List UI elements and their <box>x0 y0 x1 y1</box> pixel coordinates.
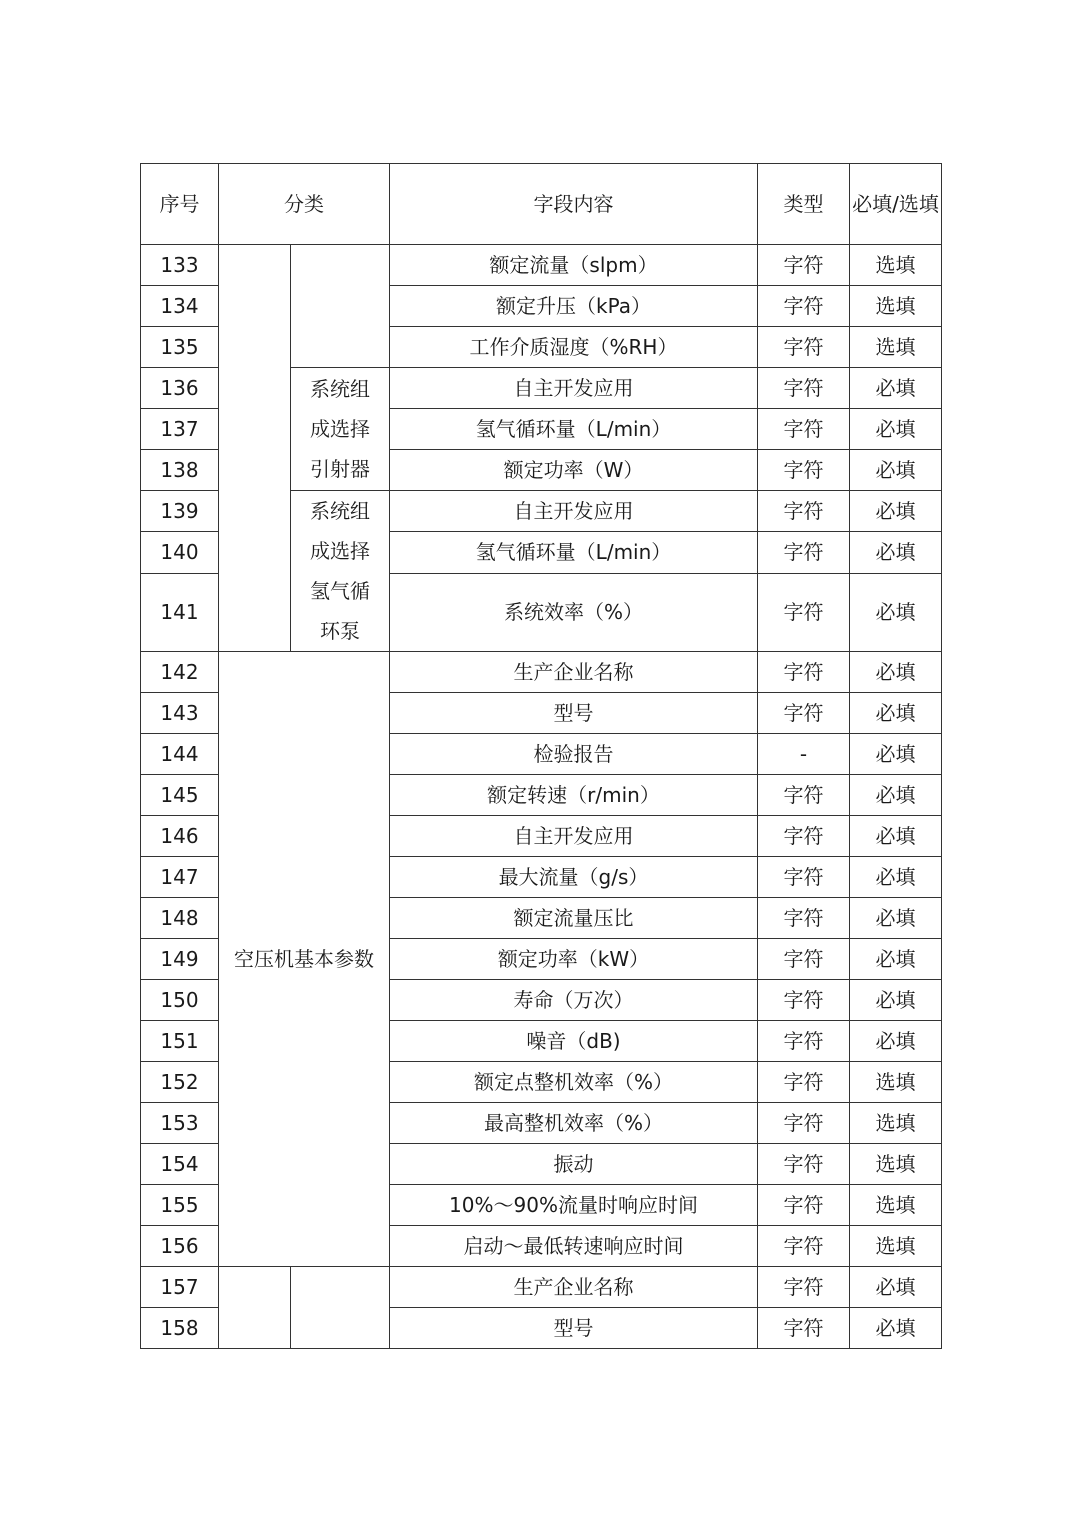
row-type: 字符 <box>758 1185 850 1226</box>
row-index: 146 <box>141 816 219 857</box>
row-required: 必填 <box>850 1267 942 1308</box>
row-index: 154 <box>141 1144 219 1185</box>
header-category: 分类 <box>219 164 390 245</box>
header-index: 序号 <box>141 164 219 245</box>
row-field: 自主开发应用 <box>390 368 758 409</box>
row-index: 137 <box>141 409 219 450</box>
row-required: 必填 <box>850 898 942 939</box>
row-required: 必填 <box>850 1308 942 1349</box>
row-type: 字符 <box>758 409 850 450</box>
row-field: 氢气循环量（L/min） <box>390 532 758 573</box>
category-cell-empty <box>219 245 291 652</box>
row-type: 字符 <box>758 898 850 939</box>
row-required: 选填 <box>850 1062 942 1103</box>
row-type: - <box>758 734 850 775</box>
row-field: 自主开发应用 <box>390 816 758 857</box>
row-index: 149 <box>141 939 219 980</box>
row-index: 133 <box>141 245 219 286</box>
row-required: 必填 <box>850 816 942 857</box>
row-index: 142 <box>141 652 219 693</box>
row-field: 系统效率（%） <box>390 573 758 652</box>
row-required: 必填 <box>850 652 942 693</box>
row-index: 152 <box>141 1062 219 1103</box>
subcategory-cell-empty <box>291 1267 390 1349</box>
row-field: 额定功率（W） <box>390 450 758 491</box>
header-field: 字段内容 <box>390 164 758 245</box>
row-field: 额定功率（kW） <box>390 939 758 980</box>
row-field: 额定转速（r/min） <box>390 775 758 816</box>
row-required: 选填 <box>850 1103 942 1144</box>
row-required: 必填 <box>850 532 942 573</box>
row-index: 141 <box>141 573 219 652</box>
row-field: 寿命（万次） <box>390 980 758 1021</box>
row-required: 必填 <box>850 491 942 532</box>
group-compressor: 空压机基本参数 <box>219 652 390 1267</box>
row-type: 字符 <box>758 1021 850 1062</box>
row-required: 必填 <box>850 980 942 1021</box>
row-type: 字符 <box>758 286 850 327</box>
row-field: 自主开发应用 <box>390 491 758 532</box>
row-field: 生产企业名称 <box>390 652 758 693</box>
row-type: 字符 <box>758 1103 850 1144</box>
row-index: 147 <box>141 857 219 898</box>
row-field: 型号 <box>390 693 758 734</box>
row-type: 字符 <box>758 245 850 286</box>
row-index: 157 <box>141 1267 219 1308</box>
row-index: 134 <box>141 286 219 327</box>
row-type: 字符 <box>758 368 850 409</box>
row-field: 额定升压（kPa） <box>390 286 758 327</box>
row-field: 振动 <box>390 1144 758 1185</box>
row-field: 噪音（dB) <box>390 1021 758 1062</box>
row-type: 字符 <box>758 775 850 816</box>
row-required: 选填 <box>850 327 942 368</box>
group-injector: 系统组成选择引射器 <box>291 368 390 491</box>
row-index: 136 <box>141 368 219 409</box>
row-required: 选填 <box>850 1185 942 1226</box>
header-required: 必填/选填 <box>850 164 942 245</box>
row-index: 153 <box>141 1103 219 1144</box>
row-required: 选填 <box>850 245 942 286</box>
row-field: 生产企业名称 <box>390 1267 758 1308</box>
table-row <box>141 1267 942 1308</box>
row-type: 字符 <box>758 491 850 532</box>
row-field: 最大流量（g/s） <box>390 857 758 898</box>
row-type: 字符 <box>758 816 850 857</box>
row-index: 144 <box>141 734 219 775</box>
row-index: 156 <box>141 1226 219 1267</box>
subcategory-cell-empty <box>291 245 390 368</box>
row-required: 必填 <box>850 939 942 980</box>
row-index: 135 <box>141 327 219 368</box>
row-index: 138 <box>141 450 219 491</box>
row-required: 必填 <box>850 857 942 898</box>
row-index: 148 <box>141 898 219 939</box>
row-type: 字符 <box>758 652 850 693</box>
row-field: 额定点整机效率（%） <box>390 1062 758 1103</box>
row-field: 最高整机效率（%） <box>390 1103 758 1144</box>
row-type: 字符 <box>758 939 850 980</box>
header-type: 类型 <box>758 164 850 245</box>
header-row <box>141 164 942 245</box>
row-field: 工作介质湿度（%RH） <box>390 327 758 368</box>
row-type: 字符 <box>758 327 850 368</box>
row-type: 字符 <box>758 1308 850 1349</box>
row-type: 字符 <box>758 1226 850 1267</box>
row-required: 必填 <box>850 573 942 652</box>
row-required: 必填 <box>850 1021 942 1062</box>
row-required: 选填 <box>850 286 942 327</box>
row-type: 字符 <box>758 1144 850 1185</box>
row-type: 字符 <box>758 450 850 491</box>
row-index: 158 <box>141 1308 219 1349</box>
row-index: 151 <box>141 1021 219 1062</box>
row-required: 必填 <box>850 775 942 816</box>
row-index: 140 <box>141 532 219 573</box>
row-type: 字符 <box>758 1062 850 1103</box>
row-index: 145 <box>141 775 219 816</box>
row-type: 字符 <box>758 573 850 652</box>
table-row <box>141 245 942 286</box>
row-index: 139 <box>141 491 219 532</box>
row-field: 型号 <box>390 1308 758 1349</box>
row-field: 额定流量（slpm） <box>390 245 758 286</box>
row-type: 字符 <box>758 532 850 573</box>
row-index: 143 <box>141 693 219 734</box>
row-type: 字符 <box>758 693 850 734</box>
row-required: 选填 <box>850 1226 942 1267</box>
row-field: 额定流量压比 <box>390 898 758 939</box>
row-field: 检验报告 <box>390 734 758 775</box>
category-cell-empty <box>219 1267 291 1349</box>
row-index: 150 <box>141 980 219 1021</box>
row-type: 字符 <box>758 1267 850 1308</box>
group-pump: 系统组成选择氢气循环泵 <box>291 491 390 652</box>
row-required: 必填 <box>850 693 942 734</box>
row-required: 必填 <box>850 450 942 491</box>
spec-table <box>140 163 942 1349</box>
row-field: 10%～90%流量时响应时间 <box>390 1185 758 1226</box>
row-required: 必填 <box>850 368 942 409</box>
row-required: 必填 <box>850 409 942 450</box>
row-required: 选填 <box>850 1144 942 1185</box>
row-field: 启动～最低转速响应时间 <box>390 1226 758 1267</box>
table-row <box>141 652 942 693</box>
row-type: 字符 <box>758 857 850 898</box>
row-required: 必填 <box>850 734 942 775</box>
row-index: 155 <box>141 1185 219 1226</box>
row-field: 氢气循环量（L/min） <box>390 409 758 450</box>
row-type: 字符 <box>758 980 850 1021</box>
